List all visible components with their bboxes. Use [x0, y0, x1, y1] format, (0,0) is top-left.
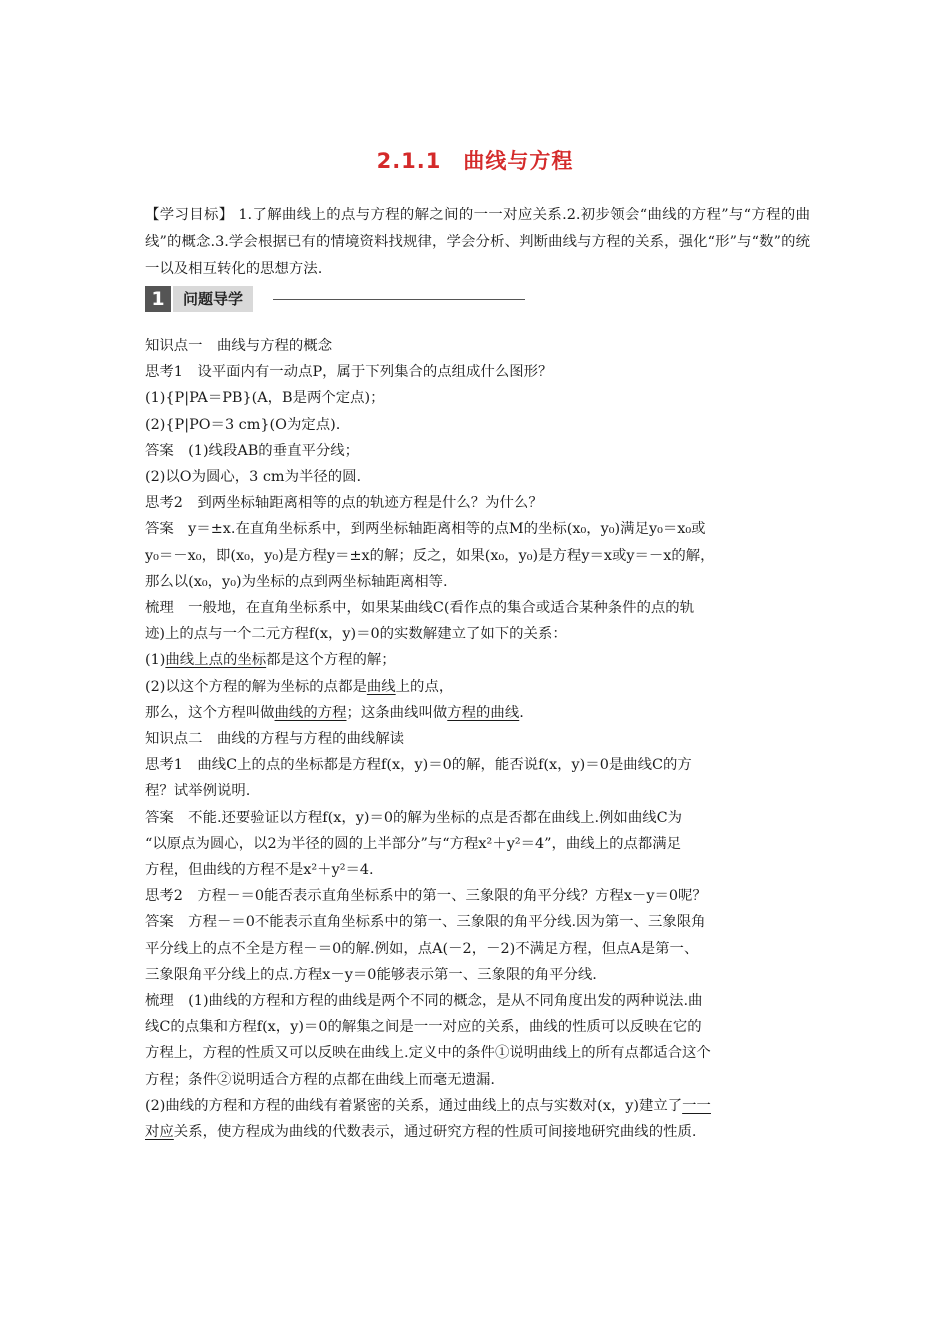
text-segment: .	[519, 704, 524, 721]
text-line	[145, 700, 810, 726]
text-segment: 方程，但曲线的方程不是x²＋y²＝4.	[145, 862, 374, 879]
text-line	[145, 333, 810, 359]
text-line	[145, 595, 810, 621]
section-label: 问题导学	[173, 286, 253, 312]
text-line	[145, 621, 810, 647]
text-segment: 答案 方程－＝0不能表示直角坐标系中的第一、三象限的角平分线.因为第一、三象限角	[145, 914, 706, 931]
text-line	[145, 569, 810, 595]
text-segment: 三象限角平分线上的点.方程x－y＝0能够表示第一、三象限的角平分线.	[145, 966, 597, 983]
text-line	[145, 647, 810, 673]
text-line	[145, 359, 810, 385]
text-line	[145, 1119, 810, 1145]
text-line	[145, 543, 810, 569]
text-line	[145, 726, 810, 752]
text-line	[145, 962, 810, 988]
text-segment: 关系，使方程成为曲线的代数表示，通过研究方程的性质可间接地研究曲线的性质.	[173, 1124, 697, 1141]
text-segment: 知识点二 曲线的方程与方程的曲线解读	[145, 731, 405, 748]
page-title: 2.1.1 曲线与方程	[376, 149, 574, 173]
text-segment: 梳理 (1)曲线的方程和方程的曲线是两个不同的概念，是从不同角度出发的两种说法.曲	[145, 993, 703, 1010]
underlined-answer: 曲线上点的坐标	[165, 652, 267, 669]
text-segment: (2)曲线的方程和方程的曲线有着紧密的关系，通过曲线上的点与实数对(x，y)建立了	[145, 1097, 683, 1114]
text-segment: 上的点，	[395, 678, 454, 695]
text-segment: ；这条曲线叫做	[346, 704, 448, 721]
text-segment: y₀＝－x₀，即(x₀，y₀)是方程y＝±x的解；反之，如果(x₀，y₀)是方程y＝x或y＝－x的解，	[145, 547, 715, 564]
text-segment: 方程；条件②说明适合方程的点都在曲线上而毫无遗漏.	[145, 1071, 495, 1088]
text-segment: (2)以O为圆心，3 cm为半径的圆.	[145, 469, 362, 486]
underlined-answer: 一一	[682, 1097, 711, 1114]
section-number: 1	[145, 286, 171, 312]
underlined-answer: 曲线的方程	[274, 704, 347, 721]
text-segment: 梳理 一般地，在直角坐标系中，如果某曲线C(看作点的集合或适合某种条件的点的轨	[145, 600, 695, 617]
text-segment: 答案 不能.还要验证以方程f(x，y)＝0的解为坐标的点是否都在曲线上.例如曲线C为	[145, 809, 683, 826]
text-segment: 那么，这个方程叫做	[145, 704, 275, 721]
text-segment: 答案 y＝±x.在直角坐标系中，到两坐标轴距离相等的点M的坐标(x₀，y₀)满足y₀＝x₀或	[145, 521, 706, 538]
text-line	[145, 464, 810, 490]
text-segment: 答案 (1)线段AB的垂直平分线；	[145, 442, 360, 459]
underlined-answer: 对应	[145, 1124, 174, 1141]
text-segment: (2){P|PO＝3 cm}(O为定点).	[145, 416, 341, 433]
text-segment: 迹)上的点与一个二元方程f(x，y)＝0的实数解建立了如下的关系：	[145, 626, 567, 643]
text-line	[145, 909, 810, 935]
section-header	[145, 286, 525, 312]
text-line	[145, 936, 810, 962]
text-segment: 都是这个方程的解；	[266, 652, 396, 669]
text-line	[145, 1093, 810, 1119]
text-segment: (1)	[145, 652, 166, 669]
underlined-answer: 方程的曲线	[447, 704, 520, 721]
text-line	[145, 883, 810, 909]
text-line	[145, 490, 810, 516]
section-divider	[273, 299, 525, 300]
learning-objectives: 【学习目标】 1.了解曲线上的点与方程的解之间的一一对应关系.2.初步领会“曲线的方程”与“方程的曲线”的概念.3.学会根据已有的情境资料找规律，学会分析、判断曲线与方程的关系，强化“形”与“数”的统一以及相互转化的思想方法.	[145, 207, 810, 277]
text-segment: 思考2 到两坐标轴距离相等的点的轨迹方程是什么？为什么？	[145, 495, 543, 512]
text-line	[145, 778, 810, 804]
text-line	[145, 752, 810, 778]
text-segment: 思考1 曲线C上的点的坐标都是方程f(x，y)＝0的解，能否说f(x，y)＝0是曲线C的方	[145, 757, 692, 774]
text-segment: 那么以(x₀，y₀)为坐标的点到两坐标轴距离相等.	[145, 573, 448, 590]
text-line	[145, 1014, 810, 1040]
text-segment: (1){P|PA＝PB}(A，B是两个定点)；	[145, 390, 385, 407]
body-text	[145, 333, 810, 1145]
text-line	[145, 857, 810, 883]
text-line	[145, 385, 810, 411]
text-line	[145, 674, 810, 700]
text-line	[145, 1040, 810, 1066]
text-line	[145, 988, 810, 1014]
text-segment: 方程上，方程的性质又可以反映在曲线上.定义中的条件①说明曲线上的所有点都适合这个	[145, 1045, 711, 1062]
text-line	[145, 412, 810, 438]
text-line	[145, 438, 810, 464]
text-line	[145, 831, 810, 857]
text-segment: 程？试举例说明.	[145, 783, 251, 800]
text-segment: 思考1 设平面内有一动点P，属于下列集合的点组成什么图形？	[145, 364, 553, 381]
text-line	[145, 516, 810, 542]
text-segment: 线C的点集和方程f(x，y)＝0的解集之间是一一对应的关系，曲线的性质可以反映在它的	[145, 1019, 702, 1036]
text-segment: 平分线上的点不全是方程－＝0的解.例如，点A(－2，－2)不满足方程，但点A是第一、	[145, 940, 699, 957]
text-segment: “以原点为圆心，以2为半径的圆的上半部分”与“方程x²＋y²＝4”，曲线上的点都满足	[145, 835, 682, 852]
text-segment: 思考2 方程－＝0能否表示直角坐标系中的第一、三象限的角平分线？方程x－y＝0呢？	[145, 888, 707, 905]
text-segment: (2)以这个方程的解为坐标的点都是	[145, 678, 367, 695]
text-line	[145, 1067, 810, 1093]
text-line	[145, 805, 810, 831]
text-segment: 知识点一 曲线与方程的概念	[145, 338, 333, 354]
underlined-answer: 曲线	[366, 678, 396, 695]
